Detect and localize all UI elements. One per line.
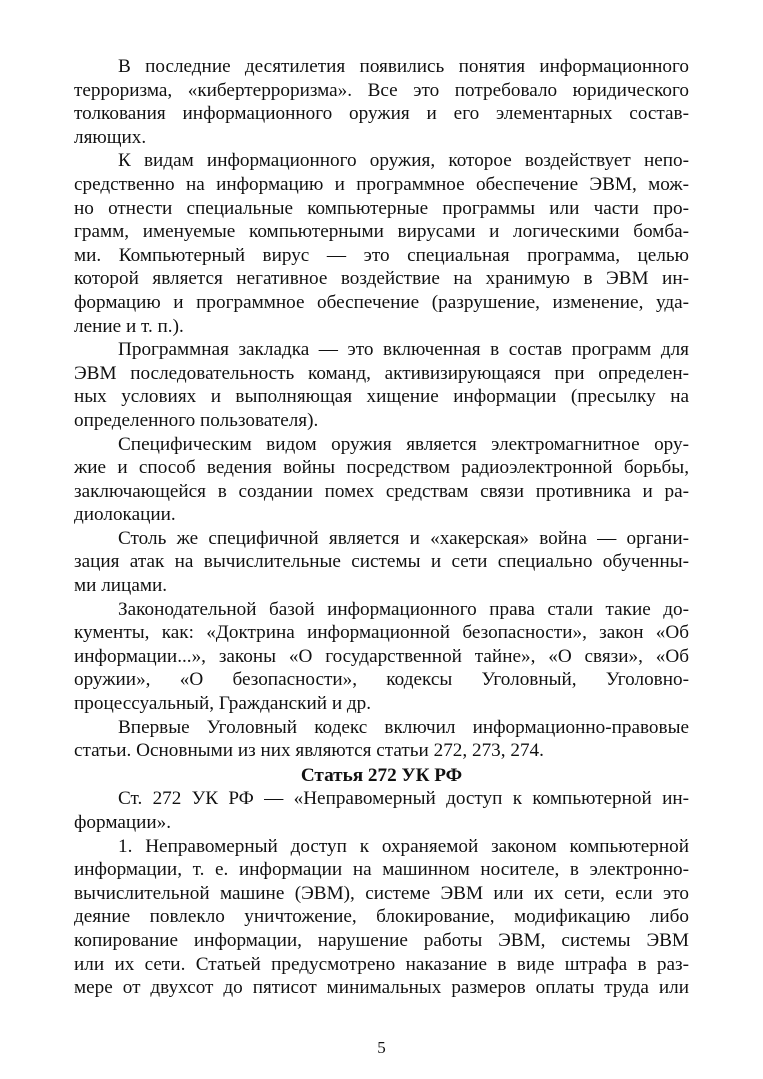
text-line: информации, т. е. информации на машинном носителе, в электронно-	[74, 859, 689, 881]
text-line: оружии», «О безопасности», кодексы Уголовный, Уголовно-	[74, 669, 689, 691]
text-line: ных условиях и выполняющая хищение информации (пресылку на	[74, 386, 689, 408]
text-line: К видам информационного оружия, которое воздействует непо-	[118, 150, 689, 172]
text-line: Специфическим видом оружия является электромагнитное ору-	[118, 433, 689, 455]
text-line: которой является негативное воздействие на хранимую в ЭВМ ин-	[74, 268, 689, 290]
paragraph-6	[74, 598, 689, 716]
text-line: заключающейся в создании помех средствам связи противника и ра-	[74, 480, 689, 502]
text-line: Впервые Уголовный кодекс включил информационно-правовые	[118, 716, 689, 738]
text-line: информации...», законы «О государственной тайне», «О связи», «Об	[74, 645, 689, 667]
text-line: Ст. 272 УК РФ — «Неправомерный доступ к компьютерной ин-	[118, 788, 689, 810]
paragraph-2	[74, 149, 689, 338]
text-line: определенного пользователя).	[74, 409, 319, 431]
text-line: но отнести специальные компьютерные программы или части про-	[74, 197, 689, 219]
paragraph-3	[74, 338, 689, 432]
text-line: Столь же специфичной является и «хакерская» война — органи-	[118, 527, 689, 549]
page-number: 5	[377, 1038, 386, 1057]
text-line: ми лицами.	[74, 575, 168, 597]
text-line: В последние десятилетия появились понятия информационного	[118, 56, 689, 77]
text-line: мере от двухсот до пятисот минимальных размеров оплаты труда или	[74, 977, 689, 999]
text-line: вычислительной машине (ЭВМ), системе ЭВМ или их сети, если это	[74, 882, 689, 904]
paragraph-7	[74, 716, 689, 763]
text-line: ми. Компьютерный вирус — это специальная программа, целью	[74, 244, 689, 266]
text-line: толкования информационного оружия и его элементарных состав-	[74, 103, 689, 125]
text-line: Программная закладка — это включенная в состав программ для	[118, 339, 689, 361]
text-line: жие и способ ведения войны посредством радиоэлектронной борьбы,	[74, 457, 689, 479]
text-line: копирование информации, нарушение работы ЭВМ, системы ЭВМ	[74, 929, 689, 951]
text-line: 1. Неправомерный доступ к охраняемой законом компьютерной	[118, 835, 689, 857]
text-line: терроризма, «кибертерроризма». Все это потребовало юридического	[74, 79, 689, 101]
text-line: деяние повлекло уничтожение, блокирование, модификацию либо	[74, 906, 689, 928]
paragraph-5	[74, 527, 689, 598]
paragraph-8	[74, 787, 689, 834]
paragraph-1	[74, 55, 689, 149]
text-line: статьи. Основными из них являются статьи 272, 273, 274.	[74, 740, 544, 762]
page-body	[74, 55, 689, 1000]
text-line: ление и т. п.).	[74, 315, 184, 337]
text-line: зация атак на вычислительные системы и сети специально обученны-	[74, 551, 689, 573]
text-line: формацию и программное обеспечение (разрушение, изменение, уда-	[74, 291, 689, 313]
section-heading: Статья 272 УК РФ	[300, 764, 463, 786]
text-line: Законодательной базой информационного права стали такие до-	[118, 598, 689, 620]
text-line: средственно на информацию и программное обеспечение ЭВМ, мож-	[74, 173, 689, 195]
text-line: формации».	[74, 812, 172, 833]
text-line: процессуальный, Гражданский и др.	[74, 693, 372, 715]
text-line: ЭВМ последовательность команд, активизирующаяся при определен-	[74, 362, 689, 384]
paragraph-9	[74, 835, 689, 1000]
paragraph-4	[74, 433, 689, 527]
text-line: или их сети. Статьей предусмотрено наказание в виде штрафа в раз-	[74, 953, 689, 975]
text-line: кументы, как: «Доктрина информационной безопасности», закон «Об	[74, 622, 689, 644]
text-line: ляющих.	[74, 126, 147, 148]
text-line: диолокации.	[74, 504, 176, 526]
text-line: грамм, именуемые компьютерными вирусами и логическими бомба-	[74, 221, 689, 243]
